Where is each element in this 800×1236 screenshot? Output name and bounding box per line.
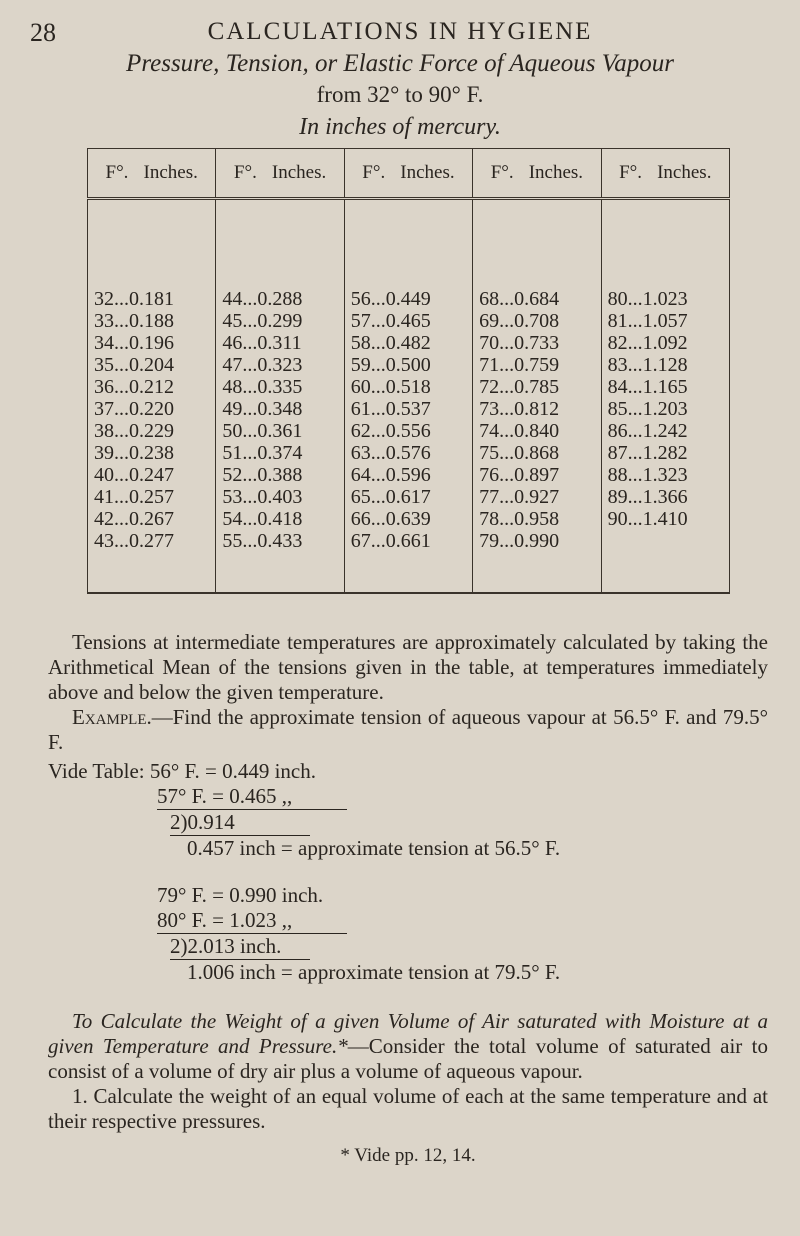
table-row	[88, 442, 730, 464]
footnote: * Vide pp. 12, 14.	[340, 1145, 476, 1166]
header-inches: Inches.	[528, 162, 584, 183]
table-cell: 53...0.403	[216, 486, 344, 508]
table-cell: 84...1.165	[601, 376, 729, 398]
header-inches: Inches.	[143, 162, 198, 183]
table-row	[88, 464, 730, 486]
table-cell: 39...0.238	[88, 442, 216, 464]
table-cell: 43...0.277	[88, 530, 216, 593]
table-cell: 74...0.840	[473, 420, 601, 442]
table-cell: 87...1.282	[601, 442, 729, 464]
section-paragraph	[48, 1009, 768, 1084]
table-cell: 57...0.465	[344, 310, 472, 332]
column-header	[216, 149, 344, 199]
table-cell: 32...0.181	[88, 199, 216, 311]
table-cell: 48...0.335	[216, 376, 344, 398]
header-degrees: F°.	[619, 162, 643, 183]
table-cell: 54...0.418	[216, 508, 344, 530]
page-number: 28	[30, 18, 56, 47]
table-cell: 50...0.361	[216, 420, 344, 442]
calc2-line3: 2)2.013 inch.	[170, 934, 310, 960]
table-cell: 46...0.311	[216, 332, 344, 354]
body-text	[48, 630, 768, 1168]
calc1-line1: Vide Table: 56° F. = 0.449 inch.	[48, 759, 316, 783]
table-row	[88, 332, 730, 354]
table-cell: 49...0.348	[216, 398, 344, 420]
table-cell: 40...0.247	[88, 464, 216, 486]
table-row	[88, 354, 730, 376]
table-cell: 90...1.410	[601, 508, 729, 530]
example-label: Example.	[72, 705, 152, 729]
table-cell: 34...0.196	[88, 332, 216, 354]
example-paragraph	[48, 705, 768, 755]
table-cell: 36...0.212	[88, 376, 216, 398]
table-cell: 41...0.257	[88, 486, 216, 508]
table-cell: 45...0.299	[216, 310, 344, 332]
column-header	[88, 149, 216, 199]
table-cell: 69...0.708	[473, 310, 601, 332]
table-cell: 55...0.433	[216, 530, 344, 593]
table-cell: 80...1.023	[601, 199, 729, 311]
table-cell: 82...1.092	[601, 332, 729, 354]
table-cell: 76...0.897	[473, 464, 601, 486]
table-cell: 85...1.203	[601, 398, 729, 420]
section-text: —Consider the total volume of saturated air to consist of a volume of dry air plus a volume of aqueous vapour.	[48, 1034, 768, 1083]
calc1-line2: 57° F. = 0.465 ,,	[157, 784, 347, 810]
table-row	[88, 376, 730, 398]
table-cell: 59...0.500	[344, 354, 472, 376]
intermediate-paragraph: Tensions at intermediate temperatures are approximately calculated by taking the Arithmetical Mean of the tensions given in the table, at temperatures immediately above and below the given temperature.	[48, 630, 768, 704]
header-inches: Inches.	[657, 162, 712, 183]
table-cell: 79...0.990	[473, 530, 601, 593]
table-cell: 52...0.388	[216, 464, 344, 486]
calc2-line1: 79° F. = 0.990 inch.	[157, 883, 324, 907]
table-cell: 67...0.661	[344, 530, 472, 593]
table-cell: 72...0.785	[473, 376, 601, 398]
table-cell: 86...1.242	[601, 420, 729, 442]
table-cell: 62...0.556	[344, 420, 472, 442]
table-cell: 77...0.927	[473, 486, 601, 508]
table-row	[88, 310, 730, 332]
table-cell: 73...0.812	[473, 398, 601, 420]
table-row	[88, 398, 730, 420]
table-cell: 75...0.868	[473, 442, 601, 464]
vapour-tension-table	[87, 148, 730, 594]
table-cell: 51...0.374	[216, 442, 344, 464]
table-cell: 66...0.639	[344, 508, 472, 530]
table-subtitle: from 32° to 90° F.	[316, 82, 484, 107]
table-cell	[601, 530, 729, 593]
header-degrees: F°.	[362, 162, 386, 183]
calc2-result: 1.006 inch = approximate tension at 79.5° F.	[187, 960, 561, 984]
table-units: In inches of mercury.	[299, 114, 501, 140]
table-row	[88, 530, 730, 593]
header-degrees: F°.	[105, 162, 129, 183]
table-row	[88, 199, 730, 311]
table-cell: 64...0.596	[344, 464, 472, 486]
column-header	[473, 149, 601, 199]
table-cell: 81...1.057	[601, 310, 729, 332]
column-header	[344, 149, 472, 199]
table-title: Pressure, Tension, or Elastic Force of Aqueous Vapour	[126, 50, 674, 77]
table-cell: 68...0.684	[473, 199, 601, 311]
table-cell: 37...0.220	[88, 398, 216, 420]
calc1-result: 0.457 inch = approximate tension at 56.5° F.	[187, 836, 561, 860]
table-cell: 44...0.288	[216, 199, 344, 311]
table-cell: 83...1.128	[601, 354, 729, 376]
table-cell: 35...0.204	[88, 354, 216, 376]
table-cell: 71...0.759	[473, 354, 601, 376]
table-row	[88, 420, 730, 442]
table-cell: 60...0.518	[344, 376, 472, 398]
step-1: 1. Calculate the weight of an equal volume of each at the same temperature and at their respective pressures.	[48, 1084, 768, 1133]
table-cell: 58...0.482	[344, 332, 472, 354]
header-inches: Inches.	[400, 162, 455, 183]
calc2-line2: 80° F. = 1.023 ,,	[157, 908, 347, 934]
header-degrees: F°.	[490, 162, 514, 183]
table-cell: 65...0.617	[344, 486, 472, 508]
table-cell: 88...1.323	[601, 464, 729, 486]
running-title: CALCULATIONS IN HYGIENE	[207, 18, 593, 45]
header-inches: Inches.	[271, 162, 327, 183]
column-header	[601, 149, 729, 199]
header-degrees: F°.	[233, 162, 257, 183]
table-cell: 56...0.449	[344, 199, 472, 311]
calc1-block	[48, 759, 768, 861]
table-cell: 33...0.188	[88, 310, 216, 332]
calc1-line3: 2)0.914	[170, 810, 310, 836]
table-cell: 38...0.229	[88, 420, 216, 442]
table-cell: 78...0.958	[473, 508, 601, 530]
table-cell: 61...0.537	[344, 398, 472, 420]
table-row	[88, 486, 730, 508]
table-cell: 63...0.576	[344, 442, 472, 464]
table-row	[88, 508, 730, 530]
calc2-block	[48, 883, 768, 985]
table-cell: 47...0.323	[216, 354, 344, 376]
section-heading: To Calculate the Weight of a given Volume of Air saturated with Moisture at a given Temperature and Pressure.*	[48, 1009, 768, 1058]
table-cell: 89...1.366	[601, 486, 729, 508]
example-text: —Find the approximate tension of aqueous vapour at 56.5° F. and 79.5° F.	[48, 705, 768, 754]
table-cell: 70...0.733	[473, 332, 601, 354]
table-cell: 42...0.267	[88, 508, 216, 530]
